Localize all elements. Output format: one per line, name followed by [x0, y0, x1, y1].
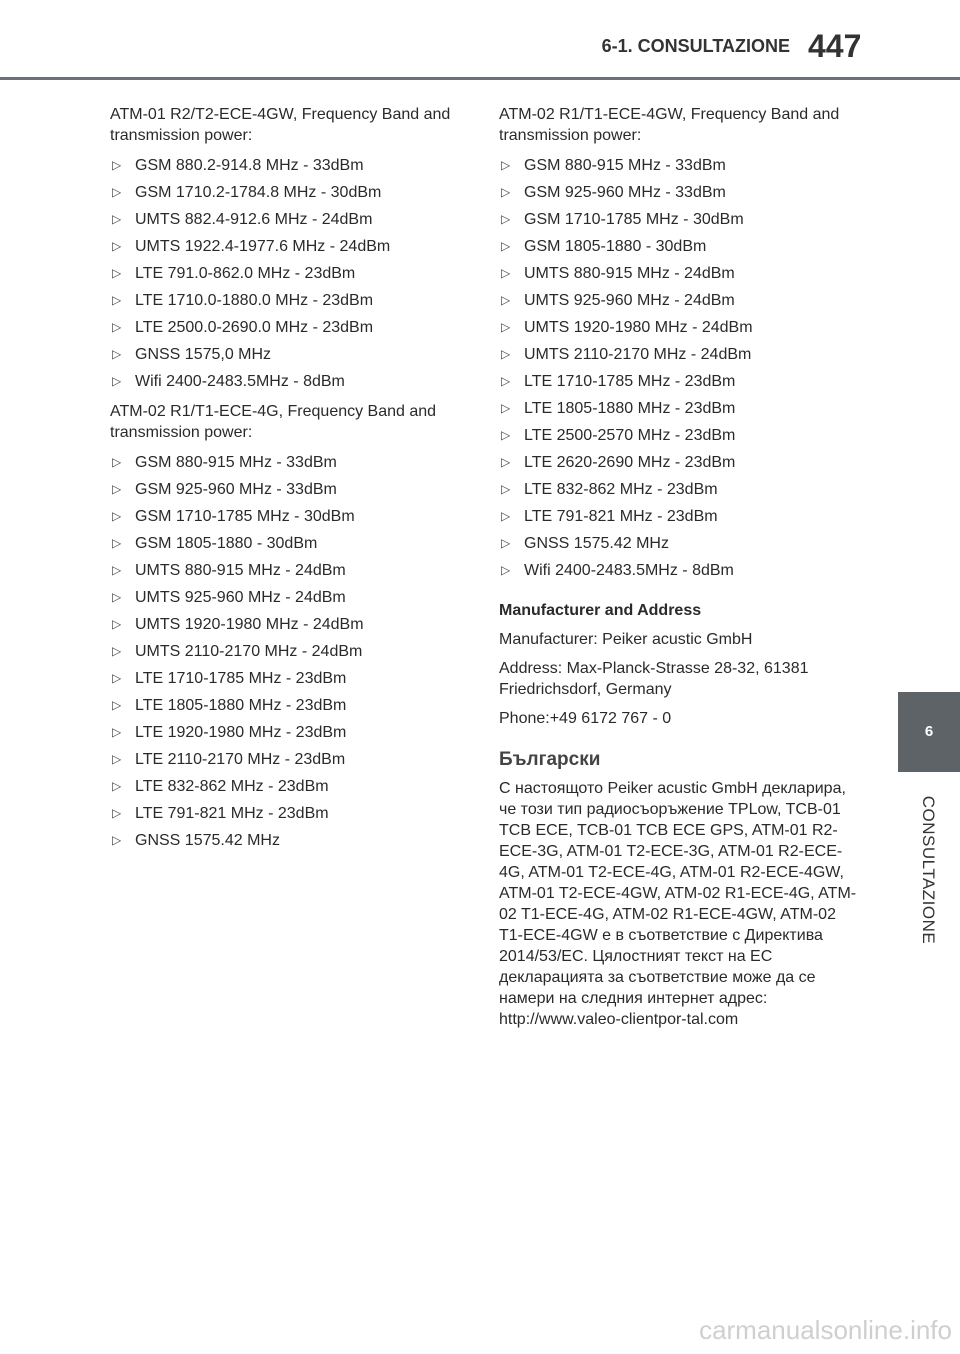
list-item-text: LTE 1920-1980 MHz - 23dBm — [135, 724, 347, 741]
list-item — [110, 827, 470, 854]
list-item-text: LTE 1805-1880 MHz - 23dBm — [135, 697, 347, 714]
list-item — [499, 476, 859, 503]
bullet-triangle-icon: ▷ — [501, 347, 511, 361]
bullet-triangle-icon: ▷ — [112, 671, 122, 685]
bullet-triangle-icon: ▷ — [501, 158, 511, 172]
list-item — [499, 179, 859, 206]
manufacturer-name: Manufacturer: Peiker acustic GmbH — [499, 631, 753, 648]
list-item — [110, 530, 470, 557]
bullet-triangle-icon: ▷ — [112, 482, 122, 496]
list-item-text: GNSS 1575.42 MHz — [135, 832, 280, 849]
list-item-text: LTE 2500-2570 MHz - 23dBm — [524, 427, 736, 444]
list-item — [110, 773, 470, 800]
bullet-triangle-icon: ▷ — [112, 320, 122, 334]
list-item-text: UMTS 2110-2170 MHz - 24dBm — [135, 643, 363, 660]
list-item — [110, 476, 470, 503]
list-item — [499, 152, 859, 179]
bullet-triangle-icon: ▷ — [501, 455, 511, 469]
list-item-text: UMTS 925-960 MHz - 24dBm — [135, 589, 346, 606]
list-item-text: GSM 880.2-914.8 MHz - 33dBm — [135, 157, 364, 174]
list-item — [110, 692, 470, 719]
bullet-triangle-icon: ▷ — [112, 779, 122, 793]
list-item-text: GSM 1710-1785 MHz - 30dBm — [135, 508, 355, 525]
list-item — [110, 179, 470, 206]
list-item-text: LTE 791-821 MHz - 23dBm — [135, 805, 329, 822]
watermark: carmanualsonline.info — [699, 1315, 952, 1345]
list-item-text: GSM 925-960 MHz - 33dBm — [524, 184, 726, 201]
list-item — [110, 260, 470, 287]
list-item-text: LTE 1710-1785 MHz - 23dBm — [135, 670, 347, 687]
list-item-text: GSM 880-915 MHz - 33dBm — [135, 454, 337, 471]
list-item-text: UMTS 1920-1980 MHz - 24dBm — [135, 616, 364, 633]
bullet-triangle-icon: ▷ — [501, 239, 511, 253]
list-item-text: UMTS 925-960 MHz - 24dBm — [524, 292, 735, 309]
list-item — [499, 206, 859, 233]
list-item-text: LTE 2620-2690 MHz - 23dBm — [524, 454, 736, 471]
bullet-triangle-icon: ▷ — [112, 644, 122, 658]
bullet-triangle-icon: ▷ — [112, 590, 122, 604]
bullet-triangle-icon: ▷ — [112, 266, 122, 280]
list-item-text: UMTS 1922.4-1977.6 MHz - 24dBm — [135, 238, 391, 255]
section-title: 6-1. CONSULTAZIONE — [601, 36, 790, 56]
list-item — [499, 341, 859, 368]
bullet-triangle-icon: ▷ — [501, 563, 511, 577]
list-item — [499, 233, 859, 260]
bullet-triangle-icon: ▷ — [501, 185, 511, 199]
bullet-triangle-icon: ▷ — [112, 374, 122, 388]
list-item-text: GSM 1710-1785 MHz - 30dBm — [524, 211, 744, 228]
list-item — [499, 449, 859, 476]
bullet-triangle-icon: ▷ — [501, 374, 511, 388]
list-item-text: LTE 1710.0-1880.0 MHz - 23dBm — [135, 292, 374, 309]
bullet-triangle-icon: ▷ — [112, 617, 122, 631]
bullet-triangle-icon: ▷ — [501, 536, 511, 550]
list-item — [110, 368, 470, 395]
bullet-triangle-icon: ▷ — [112, 239, 122, 253]
bulgarian-declaration: С настоящото Peiker acustic GmbH декларира, че този тип радиосъоръжение TPLow, TCB-01 TCB ECE, TCB-01 TCB ECE GPS, ATM-01 R2-ECE-3G, ATM-01 T2-ECE-3G, ATM-01 R2-ECE-4G, ATM-01 T2-ECE-4G, ATM-01 R2-ECE-4GW, ATM-01 T2-ECE-4GW, ATM-02 R1-ECE-4G, ATM-02 T1-ECE-4G, ATM-02 R1-ECE-4GW, ATM-02 T1-ECE-4GW е в съответствие с Директива 2014/53/ЕС. Цялостният текст на ЕС декларацията за съответствие може да се намери на следния интернет адрес: http://www.valeo-clientpor-tal.com — [499, 780, 857, 1028]
bullet-triangle-icon: ▷ — [112, 752, 122, 766]
list-item-text: GSM 925-960 MHz - 33dBm — [135, 481, 337, 498]
manufacturer-address: Address: Max-Planck-Strasse 28-32, 61381 Friedrichsdorf, Germany — [499, 660, 809, 698]
list-item — [110, 638, 470, 665]
bullet-triangle-icon: ▷ — [112, 509, 122, 523]
bullet-triangle-icon: ▷ — [112, 158, 122, 172]
list-item-text: UMTS 1920-1980 MHz - 24dBm — [524, 319, 753, 336]
list-item — [499, 530, 859, 557]
bullet-triangle-icon: ▷ — [112, 833, 122, 847]
header-divider — [0, 77, 960, 80]
list-item-text: UMTS 882.4-912.6 MHz - 24dBm — [135, 211, 373, 228]
list-item — [499, 557, 859, 584]
chapter-label: CONSULTAZIONE — [919, 795, 938, 945]
list-item — [110, 746, 470, 773]
list-item — [110, 152, 470, 179]
list-item — [499, 422, 859, 449]
list-item-text: Wifi 2400-2483.5MHz - 8dBm — [524, 562, 734, 579]
list-item — [499, 314, 859, 341]
bullet-triangle-icon: ▷ — [112, 455, 122, 469]
list-item — [110, 503, 470, 530]
list-item-text: GNSS 1575,0 MHz — [135, 346, 272, 363]
bullet-triangle-icon: ▷ — [112, 185, 122, 199]
list-item-text: LTE 791-821 MHz - 23dBm — [524, 508, 718, 525]
bullet-triangle-icon: ▷ — [112, 806, 122, 820]
list-item-text: GNSS 1575.42 MHz — [524, 535, 669, 552]
list-item-text: LTE 832-862 MHz - 23dBm — [524, 481, 718, 498]
list-item — [110, 206, 470, 233]
list-item-text: UMTS 2110-2170 MHz - 24dBm — [524, 346, 752, 363]
bullet-triangle-icon: ▷ — [501, 320, 511, 334]
list-item — [110, 719, 470, 746]
list-item-text: GSM 1805-1880 - 30dBm — [135, 535, 318, 552]
page-number: 447 — [808, 28, 862, 64]
left-column — [110, 104, 470, 860]
right-column — [499, 104, 859, 1038]
list-item-text: LTE 2500.0-2690.0 MHz - 23dBm — [135, 319, 374, 336]
list-item — [499, 260, 859, 287]
list-item — [110, 341, 470, 368]
list-item — [110, 287, 470, 314]
list-item-text: LTE 1710-1785 MHz - 23dBm — [524, 373, 736, 390]
list-item — [499, 368, 859, 395]
frequency-list-atm01 — [110, 152, 470, 395]
bullet-triangle-icon: ▷ — [112, 347, 122, 361]
list-item-text: UMTS 880-915 MHz - 24dBm — [135, 562, 346, 579]
bullet-triangle-icon: ▷ — [501, 428, 511, 442]
list-item — [110, 449, 470, 476]
bullet-triangle-icon: ▷ — [501, 482, 511, 496]
list-item-text: LTE 832-862 MHz - 23dBm — [135, 778, 329, 795]
bullet-triangle-icon: ▷ — [112, 725, 122, 739]
list-item — [499, 395, 859, 422]
manufacturer-heading: Manufacturer and Address — [499, 602, 702, 619]
list-item-text: Wifi 2400-2483.5MHz - 8dBm — [135, 373, 345, 390]
intro-atm02-r1t1-4g: ATM-02 R1/T1-ECE-4G, Frequency Band and transmission power: — [110, 403, 437, 441]
list-item-text: UMTS 880-915 MHz - 24dBm — [524, 265, 735, 282]
list-item-text: LTE 1805-1880 MHz - 23dBm — [524, 400, 736, 417]
list-item — [110, 584, 470, 611]
bullet-triangle-icon: ▷ — [501, 212, 511, 226]
list-item-text: GSM 1710.2-1784.8 MHz - 30dBm — [135, 184, 382, 201]
list-item — [110, 800, 470, 827]
manufacturer-phone: Phone:+49 6172 767 - 0 — [499, 710, 672, 727]
bullet-triangle-icon: ▷ — [501, 401, 511, 415]
bullet-triangle-icon: ▷ — [501, 509, 511, 523]
list-item — [110, 557, 470, 584]
frequency-list-atm02-4g — [110, 449, 470, 854]
bullet-triangle-icon: ▷ — [112, 212, 122, 226]
list-item-text: LTE 791.0-862.0 MHz - 23dBm — [135, 265, 356, 282]
list-item — [110, 611, 470, 638]
chapter-tab: 6 — [898, 692, 960, 772]
bullet-triangle-icon: ▷ — [112, 536, 122, 550]
bullet-triangle-icon: ▷ — [112, 698, 122, 712]
bulgarian-heading: Български — [499, 749, 601, 770]
bullet-triangle-icon: ▷ — [112, 563, 122, 577]
list-item — [499, 287, 859, 314]
list-item — [110, 314, 470, 341]
list-item-text: LTE 2110-2170 MHz - 23dBm — [135, 751, 346, 768]
intro-atm01-r2t2: ATM-01 R2/T2-ECE-4GW, Frequency Band and transmission power: — [110, 106, 451, 144]
list-item — [499, 503, 859, 530]
bullet-triangle-icon: ▷ — [501, 293, 511, 307]
bullet-triangle-icon: ▷ — [501, 266, 511, 280]
list-item-text: GSM 880-915 MHz - 33dBm — [524, 157, 726, 174]
intro-atm02-r1t1-4gw: ATM-02 R1/T1-ECE-4GW, Frequency Band and transmission power: — [499, 106, 840, 144]
bullet-triangle-icon: ▷ — [112, 293, 122, 307]
list-item-text: GSM 1805-1880 - 30dBm — [524, 238, 707, 255]
list-item — [110, 665, 470, 692]
frequency-list-atm02-4gw — [499, 152, 859, 584]
list-item — [110, 233, 470, 260]
